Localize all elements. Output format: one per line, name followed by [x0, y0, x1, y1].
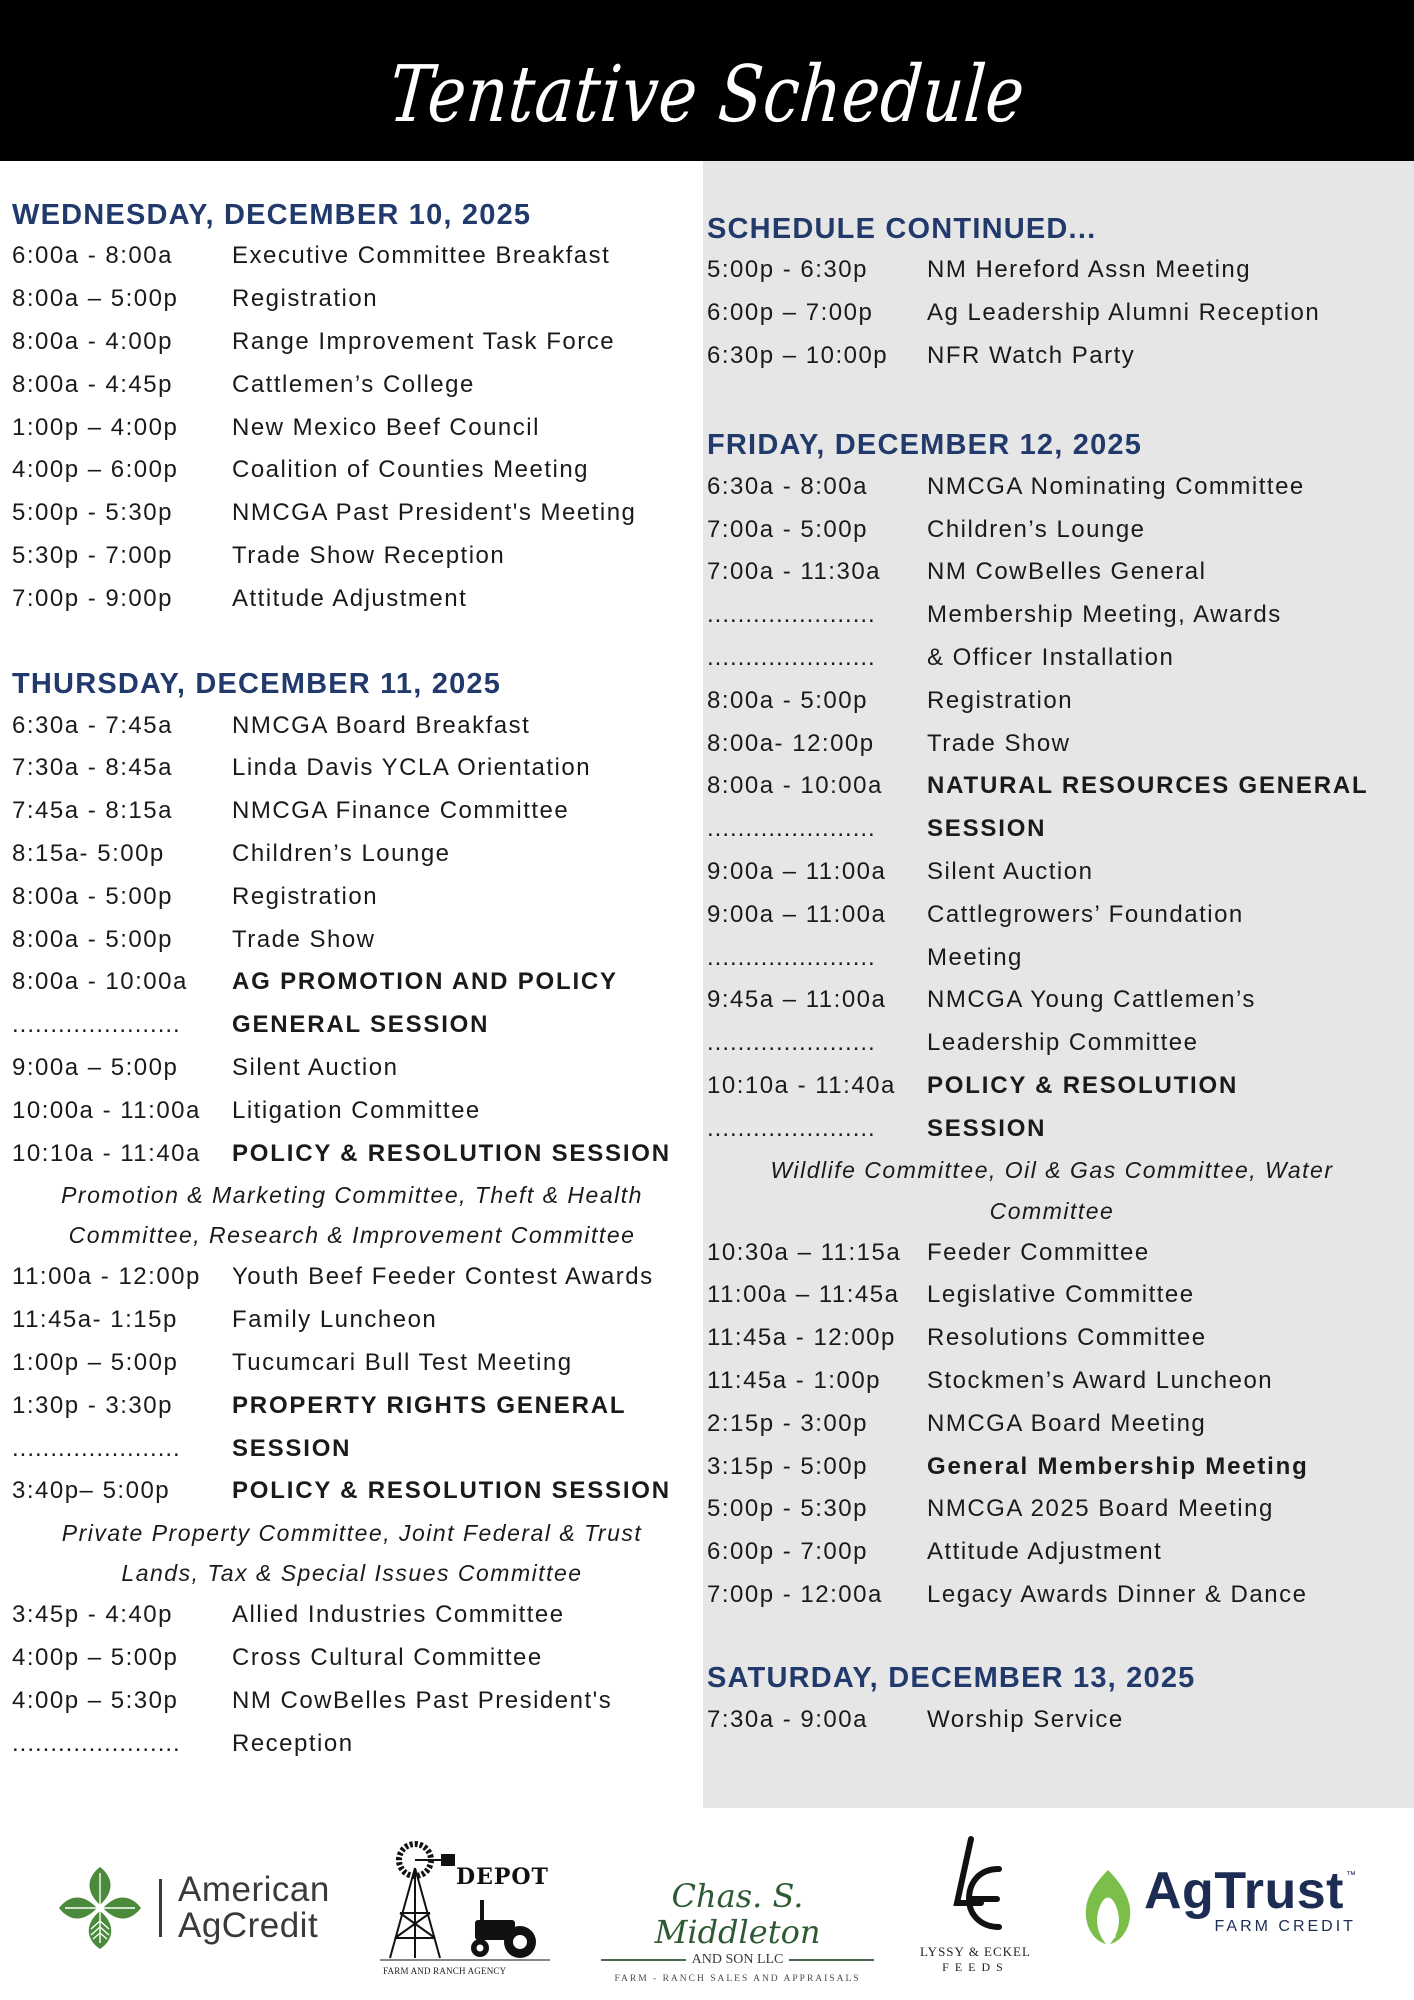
event-time: 5:00p - 5:30p: [12, 499, 173, 527]
event-name-continued: SESSION: [927, 1114, 1047, 1142]
american-agcredit-logo: [55, 1863, 330, 1953]
committee-note: Wildlife Committee, Oil & Gas Committee, Water: [770, 1157, 1334, 1184]
schedule-section-continued: [707, 209, 1397, 377]
event-time: 7:00p - 9:00p: [12, 584, 173, 612]
event-name: Youth Beef Feeder Contest Awards: [232, 1263, 654, 1291]
logo-divider: [159, 1879, 162, 1937]
event-name-continued: GENERAL SESSION: [232, 1011, 490, 1039]
schedule-row: [707, 508, 1397, 551]
event-time: 3:45p - 4:40p: [12, 1601, 173, 1629]
schedule-row: [707, 1445, 1397, 1488]
event-name: NMCGA Past President's Meeting: [232, 499, 637, 527]
event-time: 7:00a - 5:00p: [707, 515, 868, 543]
schedule-row: [707, 1488, 1397, 1531]
middleton-name: Chas. S. Middleton: [654, 1877, 821, 1951]
event-name: PROPERTY RIGHTS GENERAL: [232, 1391, 627, 1419]
schedule-row: [12, 1256, 692, 1299]
schedule-section-saturday: [707, 1658, 1397, 1741]
schedule-row-continuation: [12, 1722, 692, 1765]
event-time: 1:00p – 5:00p: [12, 1348, 179, 1376]
event-time: 11:45a- 1:15p: [12, 1306, 178, 1334]
event-time: 1:30p - 3:30p: [12, 1391, 173, 1419]
event-name: Registration: [927, 686, 1074, 714]
schedule-row: [707, 1574, 1397, 1617]
dot-leader: ......................: [707, 1029, 876, 1057]
dot-leader: ......................: [707, 601, 876, 629]
event-name: Feeder Committee: [927, 1238, 1150, 1266]
schedule-row: [707, 292, 1397, 335]
agtrust-logo: [1078, 1862, 1356, 1946]
event-name: NMCGA 2025 Board Meeting: [927, 1495, 1274, 1523]
schedule-row: [12, 1342, 692, 1385]
schedule-row: [12, 961, 692, 1004]
event-name-continued: Leadership Committee: [927, 1029, 1199, 1057]
schedule-row: [12, 790, 692, 833]
middleton-sub: AND SON LLC: [691, 1952, 784, 1967]
agtrust-name: AgTrust: [1144, 1862, 1344, 1920]
schedule-section-wednesday: [12, 195, 692, 620]
event-time: 9:00a – 11:00a: [707, 900, 887, 928]
event-time: 5:00p - 5:30p: [707, 1495, 868, 1523]
schedule-row: [707, 1317, 1397, 1360]
schedule-row: [12, 363, 692, 406]
committee-note: Committee: [989, 1197, 1115, 1224]
schedule-row: [12, 449, 692, 492]
aac-line1: American: [178, 1870, 330, 1909]
lyssy-eckel-sub: FEEDS: [942, 1960, 1009, 1974]
event-time: 11:00a - 12:00p: [12, 1263, 201, 1291]
dot-leader: ......................: [707, 815, 876, 843]
event-name-continued: Reception: [232, 1729, 354, 1757]
trademark-symbol: ™: [1345, 1870, 1356, 1881]
schedule-row: [12, 406, 692, 449]
schedule-row: [12, 492, 692, 535]
schedule-row: [707, 1274, 1397, 1317]
event-name: Children’s Lounge: [927, 515, 1146, 543]
event-name: POLICY & RESOLUTION SESSION: [232, 1139, 671, 1167]
event-time: 4:00p – 5:00p: [12, 1643, 179, 1671]
schedule-row-continuation: [707, 637, 1397, 680]
schedule-row: [707, 765, 1397, 808]
event-name: Cross Cultural Committee: [232, 1643, 543, 1671]
event-time: 1:00p – 4:00p: [12, 413, 179, 441]
event-name: New Mexico Beef Council: [232, 413, 540, 441]
schedule-row: [707, 851, 1397, 894]
day-heading: SATURDAY, DECEMBER 13, 2025: [707, 1662, 1196, 1695]
event-name: Cattlegrowers’ Foundation: [927, 900, 1244, 928]
sponsor-footer: [0, 1808, 1414, 2000]
event-name-continued: Membership Meeting, Awards: [927, 601, 1282, 629]
event-name: Linda Davis YCLA Orientation: [232, 754, 592, 782]
event-time: 8:15a- 5:00p: [12, 839, 165, 867]
leaf-clover-icon: [55, 1863, 145, 1953]
right-column: [707, 161, 1397, 1741]
event-time: 8:00a - 5:00p: [707, 686, 868, 714]
event-name: Attitude Adjustment: [232, 584, 468, 612]
committee-note: Promotion & Marketing Committee, Theft & Health: [61, 1181, 643, 1208]
event-time: 10:30a – 11:15a: [707, 1238, 902, 1266]
schedule-row: [707, 465, 1397, 508]
lyssy-eckel-logo: [918, 1833, 1033, 1975]
event-time: 2:15p - 3:00p: [707, 1409, 868, 1437]
event-name: Trade Show: [927, 729, 1071, 757]
event-name: Legislative Committee: [927, 1281, 1195, 1309]
dot-leader: ......................: [707, 643, 876, 671]
divider-line: [601, 1959, 686, 1961]
event-name: Coalition of Counties Meeting: [232, 456, 590, 484]
committee-note: Committee, Research & Improvement Committee: [68, 1222, 636, 1249]
schedule-row: [12, 235, 692, 278]
schedule-row: [707, 551, 1397, 594]
event-time: 6:00p - 7:00p: [707, 1538, 868, 1566]
event-time: 11:00a – 11:45a: [707, 1281, 900, 1309]
event-time: 8:00a - 5:00p: [12, 882, 173, 910]
event-time: 10:00a - 11:00a: [12, 1096, 201, 1124]
agtrust-sub: FARM CREDIT: [1214, 1918, 1356, 1935]
schedule-row: [12, 321, 692, 364]
event-name: Litigation Committee: [232, 1096, 481, 1124]
event-name: Worship Service: [927, 1705, 1124, 1733]
schedule-row: [12, 1299, 692, 1342]
dot-leader: ......................: [12, 1434, 181, 1462]
event-time: 6:00p – 7:00p: [707, 299, 874, 327]
day-heading: WEDNESDAY, DECEMBER 10, 2025: [12, 199, 532, 231]
schedule-row: [12, 278, 692, 321]
middleton-tagline: FARM - RANCH SALES AND APPRAISALS: [614, 1974, 861, 1984]
divider-line: [789, 1959, 874, 1961]
schedule-section-thursday: [12, 664, 692, 1765]
event-time: 3:40p– 5:00p: [12, 1477, 171, 1505]
schedule-row-continuation: [707, 594, 1397, 637]
schedule-row: [707, 679, 1397, 722]
dot-leader: ......................: [12, 1729, 181, 1757]
page-title: Tentative Schedule: [385, 49, 1029, 140]
event-name: NFR Watch Party: [927, 341, 1136, 369]
schedule-row: [12, 535, 692, 578]
event-time: 7:45a - 8:15a: [12, 797, 173, 825]
depot-tagline: FARM AND RANCH AGENCY: [383, 1966, 507, 1976]
event-time: 10:10a - 11:40a: [12, 1139, 201, 1167]
aac-line2: AgCredit: [178, 1906, 319, 1945]
schedule-row-continuation: [12, 1427, 692, 1470]
schedule-row-continuation: [12, 1004, 692, 1047]
schedule-section-friday: [707, 425, 1397, 1616]
event-time: 4:00p – 6:00p: [12, 456, 179, 484]
event-name: Family Luncheon: [232, 1306, 438, 1334]
schedule-row: [707, 1360, 1397, 1403]
lyssy-eckel-name: LYSSY & ECKEL: [920, 1944, 1031, 1959]
depot-logo: [380, 1838, 550, 1983]
event-time: 9:45a – 11:00a: [707, 986, 887, 1014]
event-time: 7:30a - 8:45a: [12, 754, 173, 782]
event-name: Attitude Adjustment: [927, 1538, 1163, 1566]
event-time: 6:30a - 7:45a: [12, 711, 173, 739]
event-name: Registration: [232, 882, 379, 910]
event-name: NM CowBelles Past President's: [232, 1686, 613, 1714]
event-name: NM CowBelles General: [927, 558, 1207, 586]
schedule-row: [12, 918, 692, 961]
event-name: POLICY & RESOLUTION SESSION: [232, 1477, 671, 1505]
schedule-row: [707, 893, 1397, 936]
event-time: 11:45a - 12:00p: [707, 1324, 896, 1352]
event-name: Legacy Awards Dinner & Dance: [927, 1580, 1308, 1608]
event-name-continued: SESSION: [927, 815, 1047, 843]
event-name-continued: Meeting: [927, 943, 1023, 971]
event-name-continued: & Officer Installation: [927, 643, 1175, 671]
event-name: Stockmen’s Award Luncheon: [927, 1366, 1274, 1394]
schedule-row: [12, 1132, 692, 1175]
event-name: Range Improvement Task Force: [232, 327, 616, 355]
event-time: 6:30a - 8:00a: [707, 472, 868, 500]
schedule-row: [707, 1531, 1397, 1574]
event-time: 8:00a - 4:45p: [12, 370, 173, 398]
event-name: Executive Committee Breakfast: [232, 242, 611, 270]
schedule-row: [12, 875, 692, 918]
event-name: NM Hereford Assn Meeting: [927, 256, 1252, 284]
schedule-row: [707, 249, 1397, 292]
event-time: 11:45a - 1:00p: [707, 1366, 882, 1394]
schedule-row: [12, 1470, 692, 1513]
event-time: 8:00a – 5:00p: [12, 285, 179, 313]
event-time: 8:00a- 12:00p: [707, 729, 875, 757]
schedule-row-continuation: [707, 808, 1397, 851]
event-name: Cattlemen’s College: [232, 370, 475, 398]
schedule-row-continuation: [707, 1022, 1397, 1065]
schedule-row: [12, 1594, 692, 1637]
windmill-tractor-icon: [380, 1838, 550, 1963]
schedule-row: [12, 1047, 692, 1090]
event-time: 6:30p – 10:00p: [707, 341, 889, 369]
event-time: 3:15p - 5:00p: [707, 1452, 868, 1480]
schedule-row: [12, 1637, 692, 1680]
schedule-row: [12, 1679, 692, 1722]
event-time: 5:30p - 7:00p: [12, 541, 173, 569]
event-name: Silent Auction: [927, 857, 1094, 885]
day-heading: THURSDAY, DECEMBER 11, 2025: [12, 668, 502, 701]
schedule-row-continuation: [707, 1107, 1397, 1150]
event-time: 9:00a – 5:00p: [12, 1053, 179, 1081]
event-name-continued: SESSION: [232, 1434, 352, 1462]
committee-note: Lands, Tax & Special Issues Committee: [121, 1560, 583, 1587]
le-monogram-icon: [941, 1833, 1011, 1933]
schedule-row: [12, 833, 692, 876]
event-name: Trade Show Reception: [232, 541, 506, 569]
event-name: AG PROMOTION AND POLICY: [232, 968, 618, 996]
event-time: 8:00a - 10:00a: [707, 772, 883, 800]
schedule-row: [12, 577, 692, 620]
event-name: Ag Leadership Alumni Reception: [927, 299, 1321, 327]
event-name: Children’s Lounge: [232, 839, 451, 867]
event-name: NMCGA Young Cattlemen’s: [927, 986, 1256, 1014]
schedule-row: [707, 722, 1397, 765]
event-name: POLICY & RESOLUTION: [927, 1071, 1239, 1099]
event-time: 7:30a - 9:00a: [707, 1705, 868, 1733]
event-time: 4:00p – 5:30p: [12, 1686, 179, 1714]
schedule-row: [707, 1231, 1397, 1274]
event-time: 8:00a - 5:00p: [12, 925, 173, 953]
day-heading: SCHEDULE CONTINUED...: [707, 213, 1097, 245]
event-time: 5:00p - 6:30p: [707, 256, 868, 284]
schedule-row: [707, 1698, 1397, 1741]
event-name: Resolutions Committee: [927, 1324, 1207, 1352]
event-time: 8:00a - 4:00p: [12, 327, 173, 355]
schedule-row: [12, 1089, 692, 1132]
event-name: Silent Auction: [232, 1053, 399, 1081]
event-name: General Membership Meeting: [927, 1452, 1309, 1480]
schedule-row: [707, 335, 1397, 378]
schedule-row: [707, 1402, 1397, 1445]
dot-leader: ......................: [12, 1011, 181, 1039]
sprout-icon: [1078, 1866, 1138, 1946]
schedule-row: [707, 1065, 1397, 1108]
schedule-row: [707, 979, 1397, 1022]
event-time: 10:10a - 11:40a: [707, 1071, 896, 1099]
dot-leader: ......................: [707, 1114, 876, 1142]
event-time: 7:00p - 12:00a: [707, 1580, 883, 1608]
event-name: Trade Show: [232, 925, 376, 953]
event-time: 9:00a – 11:00a: [707, 857, 887, 885]
event-name: Tucumcari Bull Test Meeting: [232, 1348, 573, 1376]
middleton-logo: [595, 1878, 880, 1984]
left-column: [12, 161, 692, 1765]
event-name: NMCGA Finance Committee: [232, 797, 570, 825]
event-time: 8:00a - 10:00a: [12, 968, 188, 996]
event-name: NMCGA Board Meeting: [927, 1409, 1207, 1437]
schedule-row-continuation: [707, 936, 1397, 979]
day-heading: FRIDAY, DECEMBER 12, 2025: [707, 429, 1143, 462]
depot-name: DEPOT: [456, 1864, 549, 1890]
event-name: Allied Industries Committee: [232, 1601, 565, 1629]
event-time: 6:00a - 8:00a: [12, 242, 173, 270]
dot-leader: ......................: [707, 943, 876, 971]
schedule-row: [12, 704, 692, 747]
event-time: 7:00a - 11:30a: [707, 558, 882, 586]
event-name: NMCGA Board Breakfast: [232, 711, 531, 739]
schedule-row: [12, 1384, 692, 1427]
event-name: Registration: [232, 285, 379, 313]
header-banner: [0, 0, 1414, 161]
committee-note: Private Property Committee, Joint Federal & Trust: [61, 1519, 643, 1546]
schedule-row: [12, 747, 692, 790]
event-name: NATURAL RESOURCES GENERAL: [927, 772, 1369, 800]
event-name: NMCGA Nominating Committee: [927, 472, 1305, 500]
